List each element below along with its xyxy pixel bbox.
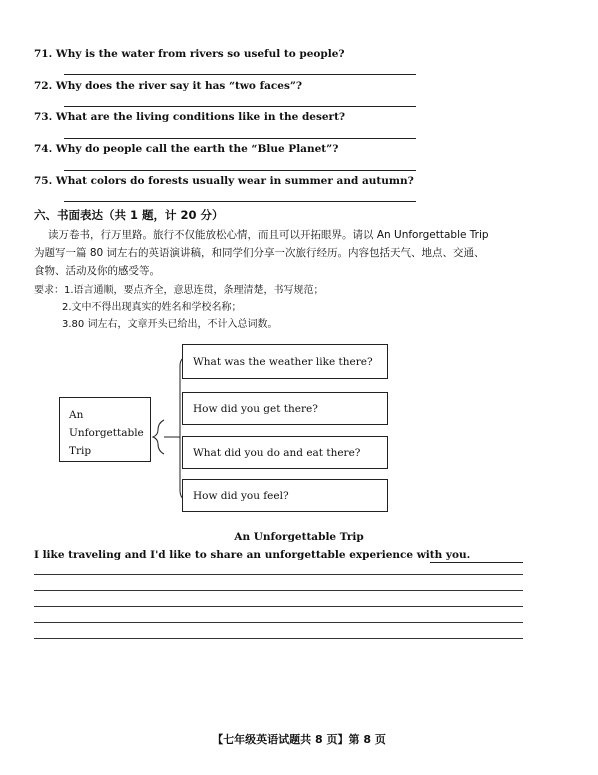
answer-line-75[interactable] [64,201,416,202]
question-73: 73. What are the living conditions like in the desert? [34,111,346,123]
mindmap-item-weather [182,344,388,379]
mindmap-center-box [59,397,151,462]
requirement-line-2: 2.文中不得出现真实的姓名和学校名称； [62,302,242,313]
question-72: 72. Why does the river say it has “two faces”? [34,80,303,92]
essay-title: An Unforgettable Trip [234,531,364,543]
section-intro-line-2: 为题写一篇 80 词左右的英语演讲稿，和同学们分享一次旅行经历。内容包括天气、地点、交通、 [34,247,485,259]
writing-line-4[interactable] [34,622,523,623]
question-71: 71. Why is the water from rivers so useful to people? [34,48,345,60]
mindmap-center-line-2: Unforgettable [69,427,144,439]
writing-line-2[interactable] [34,590,523,591]
mindmap-item-feelings-label: How did you feel? [193,489,289,502]
essay-opening: I like traveling and I'd like to share an unforgettable experience with you. [34,549,471,561]
mindmap-center-line-3: Trip [69,445,92,457]
writing-line-3[interactable] [34,606,523,607]
requirement-line-3: 3.80 词左右，文章开头已给出，不计入总词数。 [62,319,278,330]
answer-line-72[interactable] [64,106,416,107]
answer-line-71[interactable] [64,74,416,75]
mindmap-item-activities [182,436,388,469]
mindmap-center-line-1: An [69,409,84,421]
section-title: 六、书面表达（共 1 题，计 20 分） [34,208,224,222]
essay-opening-blank[interactable] [430,562,523,563]
writing-line-1[interactable] [34,574,523,575]
mindmap-item-activities-label: What did you do and eat there? [193,446,361,459]
mindmap-item-weather-label: What was the weather like there? [193,355,373,368]
mindmap-item-transport-label: How did you get there? [193,402,318,415]
mindmap-item-feelings [182,479,388,512]
question-74: 74. Why do people call the earth the “Blue Planet”? [34,143,339,155]
mindmap-item-transport [182,392,388,425]
requirement-line-1: 要求：1.语言通顺，要点齐全，意思连贯，条理清楚，书写规范； [34,285,324,296]
page-footer: 【七年级英语试题共 8 页】第 8 页 [212,733,386,746]
section-intro-line-3: 食物、活动及你的感受等。 [34,265,160,277]
section-intro-line-1: 读万卷书，行万里路。旅行不仅能放松心情，而且可以开拓眼界。请以 An Unforgettable Trip [48,229,489,241]
writing-line-5[interactable] [34,638,523,639]
question-75: 75. What colors do forests usually wear in summer and autumn? [34,175,414,187]
answer-line-74[interactable] [64,170,416,171]
answer-line-73[interactable] [64,138,416,139]
